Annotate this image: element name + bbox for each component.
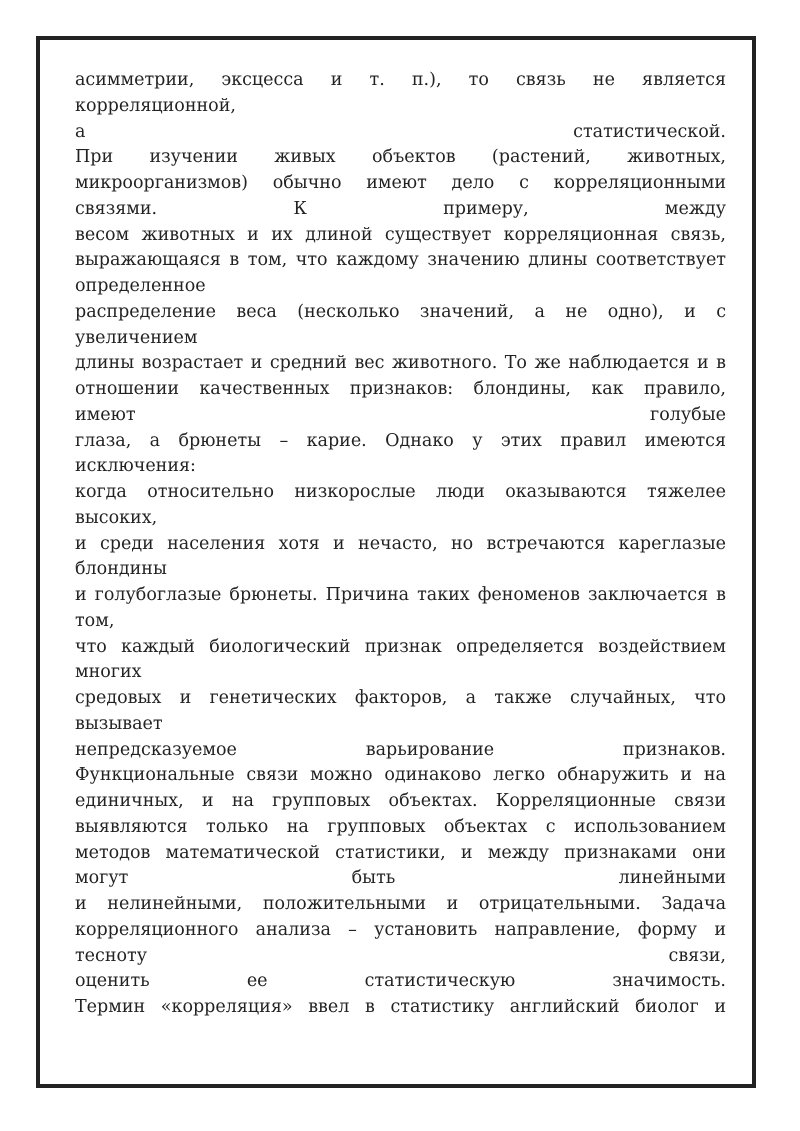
text-line: тесноту связи, <box>75 945 726 966</box>
text-line: корреляционной, <box>75 95 236 116</box>
text-line: отношении качественных признаков: блондины, как правило, <box>75 379 726 399</box>
text-line: выявляются только на групповых объектах с использованием <box>75 816 726 837</box>
text-line: распределение веса (несколько значений, а не одно), и с <box>75 301 726 322</box>
text-line: а статистической. <box>75 121 726 142</box>
text-line: весом животных и их длиной существует корреляционная связь, <box>75 224 726 245</box>
text-line: что каждый биологический признак определяется воздействием <box>75 636 726 657</box>
text-line: многих <box>75 662 142 683</box>
text-line: связями. К примеру, между <box>75 198 726 219</box>
text-line: глаза, а брюнеты – карие. Однако у этих правил имеются <box>75 430 726 451</box>
text-line: увеличением <box>75 327 198 348</box>
text-line: длины возрастает и средний вес животного. То же наблюдается и в <box>75 353 726 374</box>
text-line: исключения: <box>75 456 196 477</box>
text-line: и среди населения хотя и нечасто, но встречаются кареглазые <box>75 533 726 554</box>
text-line: средовых и генетических факторов, а также случайных, что <box>75 688 726 708</box>
text-line: и голубоглазые брюнеты. Причина таких феноменов заключается в <box>75 585 726 605</box>
text-line: могут быть линейными <box>75 868 726 889</box>
text-line: блондины <box>75 559 167 580</box>
text-line: когда относительно низкорослые люди оказываются тяжелее <box>75 482 726 502</box>
text-line: и нелинейными, положительными и отрицательными. Задача <box>75 894 726 914</box>
text-line: Функциональные связи можно одинаково легко обнаружить и на <box>75 765 726 786</box>
text-line: При изучении живых объектов (растений, животных, <box>75 147 726 168</box>
text-line: имеют голубые <box>75 404 726 425</box>
text-line: высоких, <box>75 507 158 528</box>
text-line: том, <box>75 610 115 631</box>
text-line: определенное <box>75 276 206 296</box>
text-line: микроорганизмов) обычно имеют дело с корреляционными <box>75 173 726 193</box>
text-line: непредсказуемое варьирование признаков. <box>75 739 726 760</box>
text-line: вызывает <box>75 713 163 734</box>
text-line: единичных, и на групповых объектах. Корреляционные связи <box>75 791 726 811</box>
text-line: методов математической статистики, и между признаками они <box>75 842 726 863</box>
text-line: выражающаяся в том, что каждому значению длины соответствует <box>75 250 726 271</box>
text-line: асимметрии, эксцесса и т. п.), то связь не является <box>75 70 726 90</box>
document-text-body <box>75 68 726 1021</box>
text-line: Термин «корреляция» ввел в статистику английский биолог и <box>75 997 726 1017</box>
text-line: оценить ее статистическую значимость. <box>75 971 726 992</box>
text-line: корреляционного анализа – установить направление, форму и <box>75 919 726 940</box>
